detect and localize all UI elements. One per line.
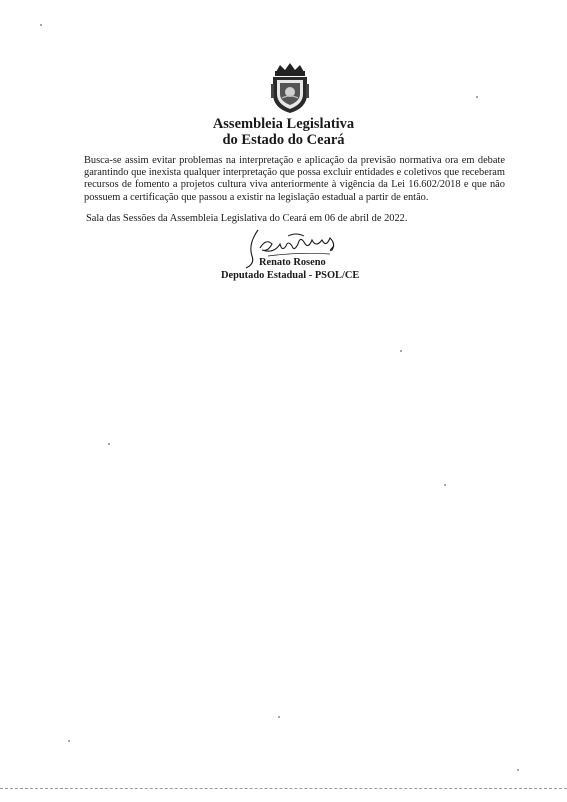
scan-speck <box>400 350 402 352</box>
signer-role: Deputado Estadual - PSOL/CE <box>221 270 360 281</box>
scan-speck <box>278 716 280 718</box>
scan-edge-rule <box>0 788 567 789</box>
scan-speck <box>444 484 446 486</box>
scan-speck <box>40 24 42 26</box>
org-title-line2: do Estado do Ceará <box>222 132 345 148</box>
closing-line: Sala das Sessões da Assembleia Legislativa do Ceará em 06 de abril de 2022. <box>86 213 408 224</box>
signer-name: Renato Roseno <box>259 257 326 268</box>
scan-speck <box>517 769 519 771</box>
body-paragraph: Busca-se assim evitar problemas na interpretação e aplicação da previsão normativa ora em debate garantindo que inexista qualquer interpretação que possa excluir entidades e coletivos que receberam recursos de fomento a projetos cultura viva anteriormente à vigência da Lei 16.602/2018 e que não possuem a certificação que passou a existir na legislação estadual a partir de então. <box>84 155 505 203</box>
org-title-line1: Assembleia Legislativa <box>212 116 355 132</box>
scan-speck <box>108 443 110 445</box>
coat-of-arms-seal-icon <box>268 62 312 114</box>
scan-speck <box>68 740 70 742</box>
scan-speck <box>476 96 478 98</box>
